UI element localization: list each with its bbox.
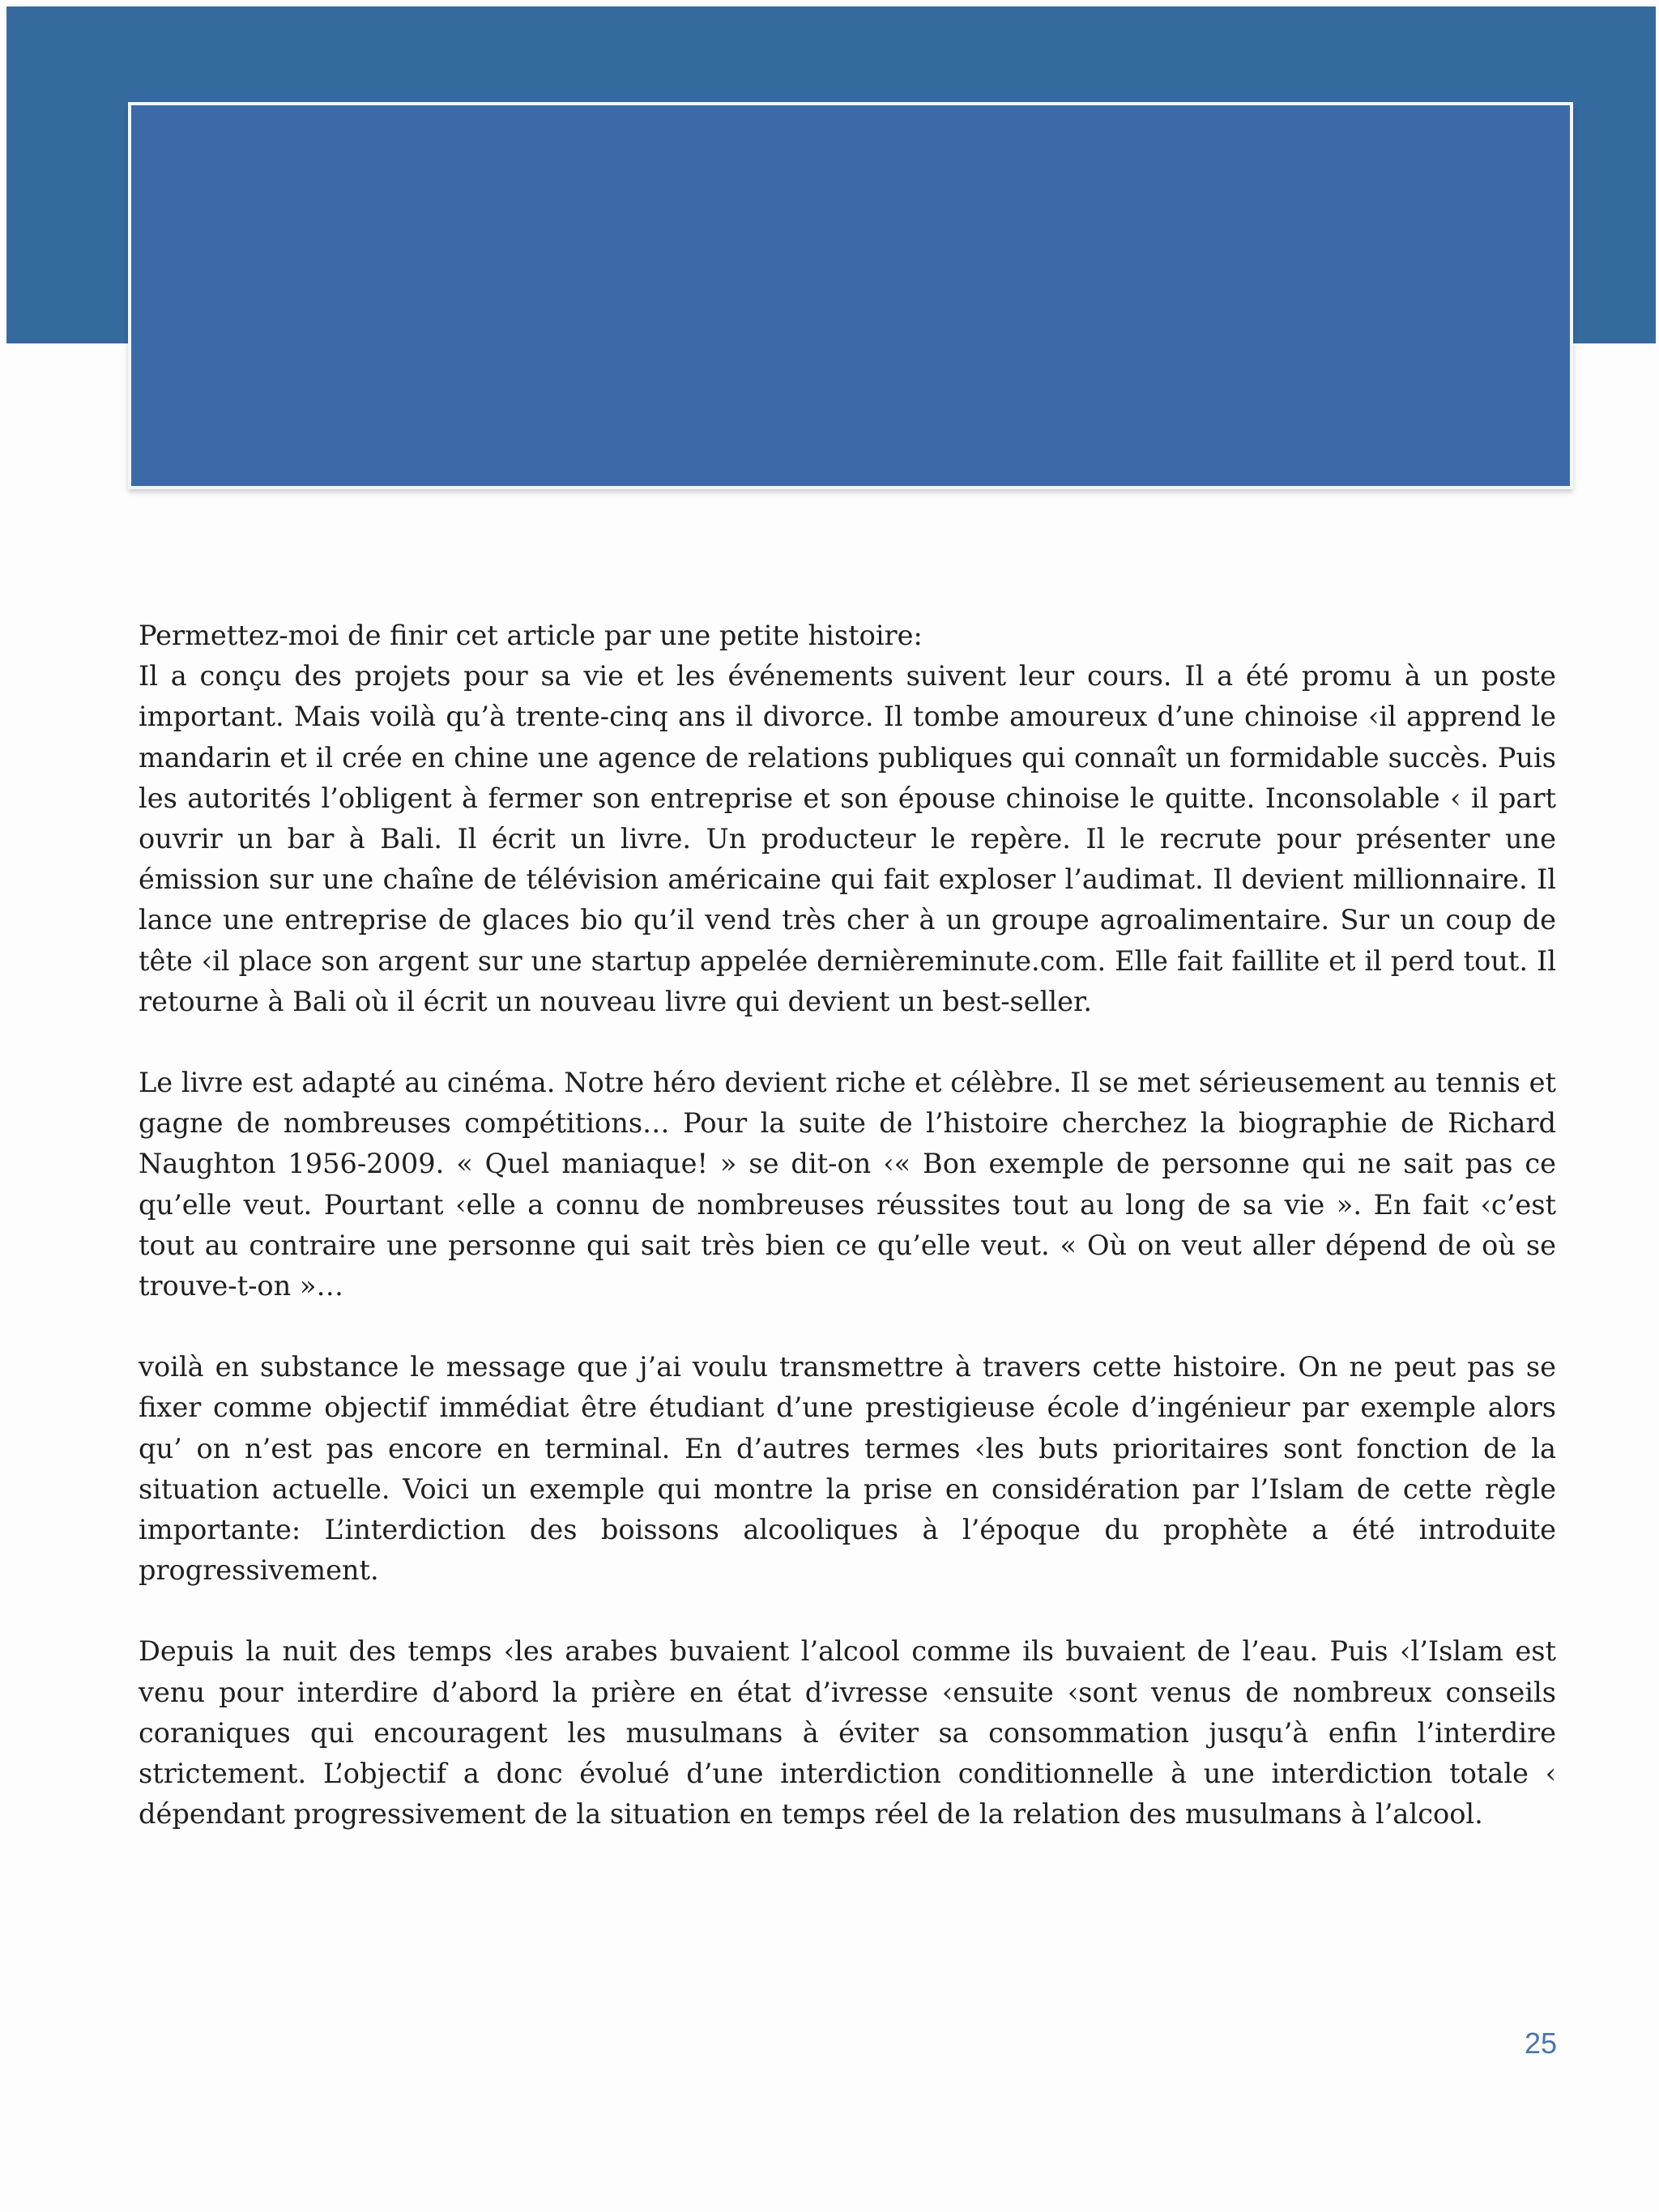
header-title-box <box>128 102 1573 489</box>
page-number: 25 <box>1524 2027 1557 2060</box>
article-paragraph-2: Le livre est adapté au cinéma. Notre héro devient riche et célèbre. Il se met sérieusement au tennis et gagne de nombreuses compétitions… Pour la suite de l’histoire cherchez la biographie de Richard Naughton 1956-2009. « Quel maniaque! » se dit-on ‹« Bon exemple de personne qui ne sait pas ce qu’elle veut. Pourtant ‹elle a connu de nombreuses réussites tout au long de sa vie ». En fait ‹c’est tout au contraire une personne qui sait très bien ce qu’elle veut. « Où on veut aller dépend de où se trouve-t-on »… <box>139 1067 1556 1302</box>
article-paragraph-4: Depuis la nuit des temps ‹les arabes buvaient l’alcool comme ils buvaient de l’eau. Puis ‹l’Islam est venu pour interdire d’abord la prière en état d’ivresse ‹ensuite ‹sont venus de nombreux conseils coraniques qui encouragent les musulmans à éviter sa consommation jusqu’à enfin l’interdire strictement. L’objectif a donc évolué d’une interdiction conditionnelle à une interdiction totale ‹ dépendant progressivement de la situation en temps réel de la relation des musulmans à l’alcool. <box>139 1635 1556 1831</box>
article-paragraph-3: voilà en substance le message que j’ai voulu transmettre à travers cette histoire. On ne peut pas se fixer comme objectif immédiat être étudiant d’une prestigieuse école d’ingénieur par exemple alors qu’ on n’est pas encore en terminal. En d’autres termes ‹les buts prioritaires sont fonction de la situation actuelle. Voici un exemple qui montre la prise en considération par l’Islam de cette règle importante: L’interdiction des boissons alcooliques à l’époque du prophète a été introduite progressivement. <box>139 1351 1556 1587</box>
article-intro: Permettez-moi de finir cet article par une petite histoire: <box>139 620 923 651</box>
article-body <box>139 616 1556 1875</box>
article-paragraph-1: Il a conçu des projets pour sa vie et les événements suivent leur cours. Il a été promu à un poste important. Mais voilà qu’à trente-cinq ans il divorce. Il tombe amoureux d’une chinoise ‹il apprend le mandarin et il crée en chine une agence de relations publiques qui connaît un formidable succès. Puis les autorités l’obligent à fermer son entreprise et son épouse chinoise le quitte. Inconsolable ‹ il part ouvrir un bar à Bali. Il écrit un livre. Un producteur le repère. Il le recrute pour présenter une émission sur une chaîne de télévision américaine qui fait exploser l’audimat. Il devient millionnaire. Il lance une entreprise de glaces bio qu’il vend très cher à un groupe agroalimentaire. Sur un coup de tête ‹il place son argent sur une startup appelée dernièreminute.com. Elle fait faillite et il perd tout. Il retourne à Bali où il écrit un nouveau livre qui devient un best-seller. <box>139 660 1556 1017</box>
